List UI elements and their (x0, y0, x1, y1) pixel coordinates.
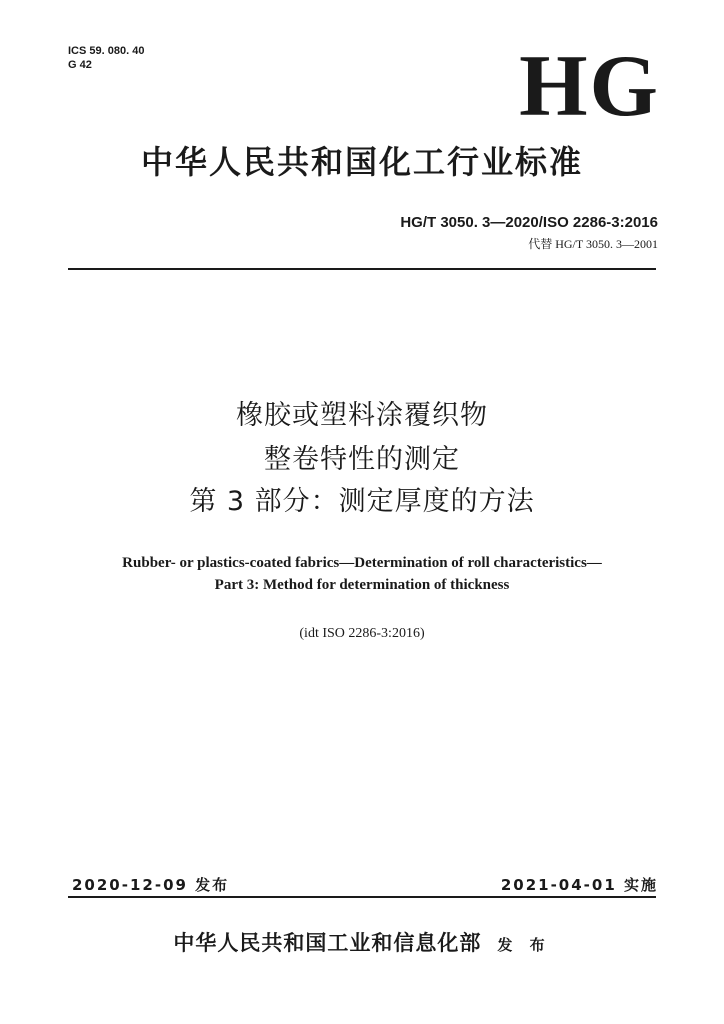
standard-number: HG/T 3050. 3—2020/ISO 2286-3:2016 (400, 214, 658, 231)
replaces-standard: 代替 HG/T 3050. 3—2001 (528, 237, 658, 251)
standard-category-header: 中华人民共和国化工行业标准 (140, 143, 583, 181)
implementation-date: 2021-04-01 实施 (500, 876, 658, 894)
chinese-title-line-2: 整卷特性的测定 (264, 444, 460, 475)
classification-codes (68, 44, 144, 72)
publisher-name: 中华人民共和国工业和信息化部 (173, 930, 482, 955)
ccs-code: G 42 (68, 59, 92, 71)
publisher-line (60, 928, 664, 960)
header-divider (68, 268, 656, 270)
english-title-line-2: Part 3: Method for determination of thickness (214, 577, 510, 593)
ics-code: ICS 59. 080. 40 (68, 45, 145, 57)
chinese-title-line-1: 橡胶或塑料涂覆织物 (236, 400, 488, 431)
english-title-line-1: Rubber- or plastics-coated fabrics—Determination of roll characteristics— (122, 555, 602, 571)
hg-logo: HG (519, 38, 660, 135)
issue-date: 2020-12-09 发布 (72, 876, 230, 894)
identity-note: (idt ISO 2286-3:2016) (299, 626, 425, 641)
chinese-title-line-3: 第 3 部分：测定厚度的方法 (189, 486, 535, 517)
footer-divider (68, 896, 656, 898)
publisher-action: 发 布 (497, 936, 551, 954)
